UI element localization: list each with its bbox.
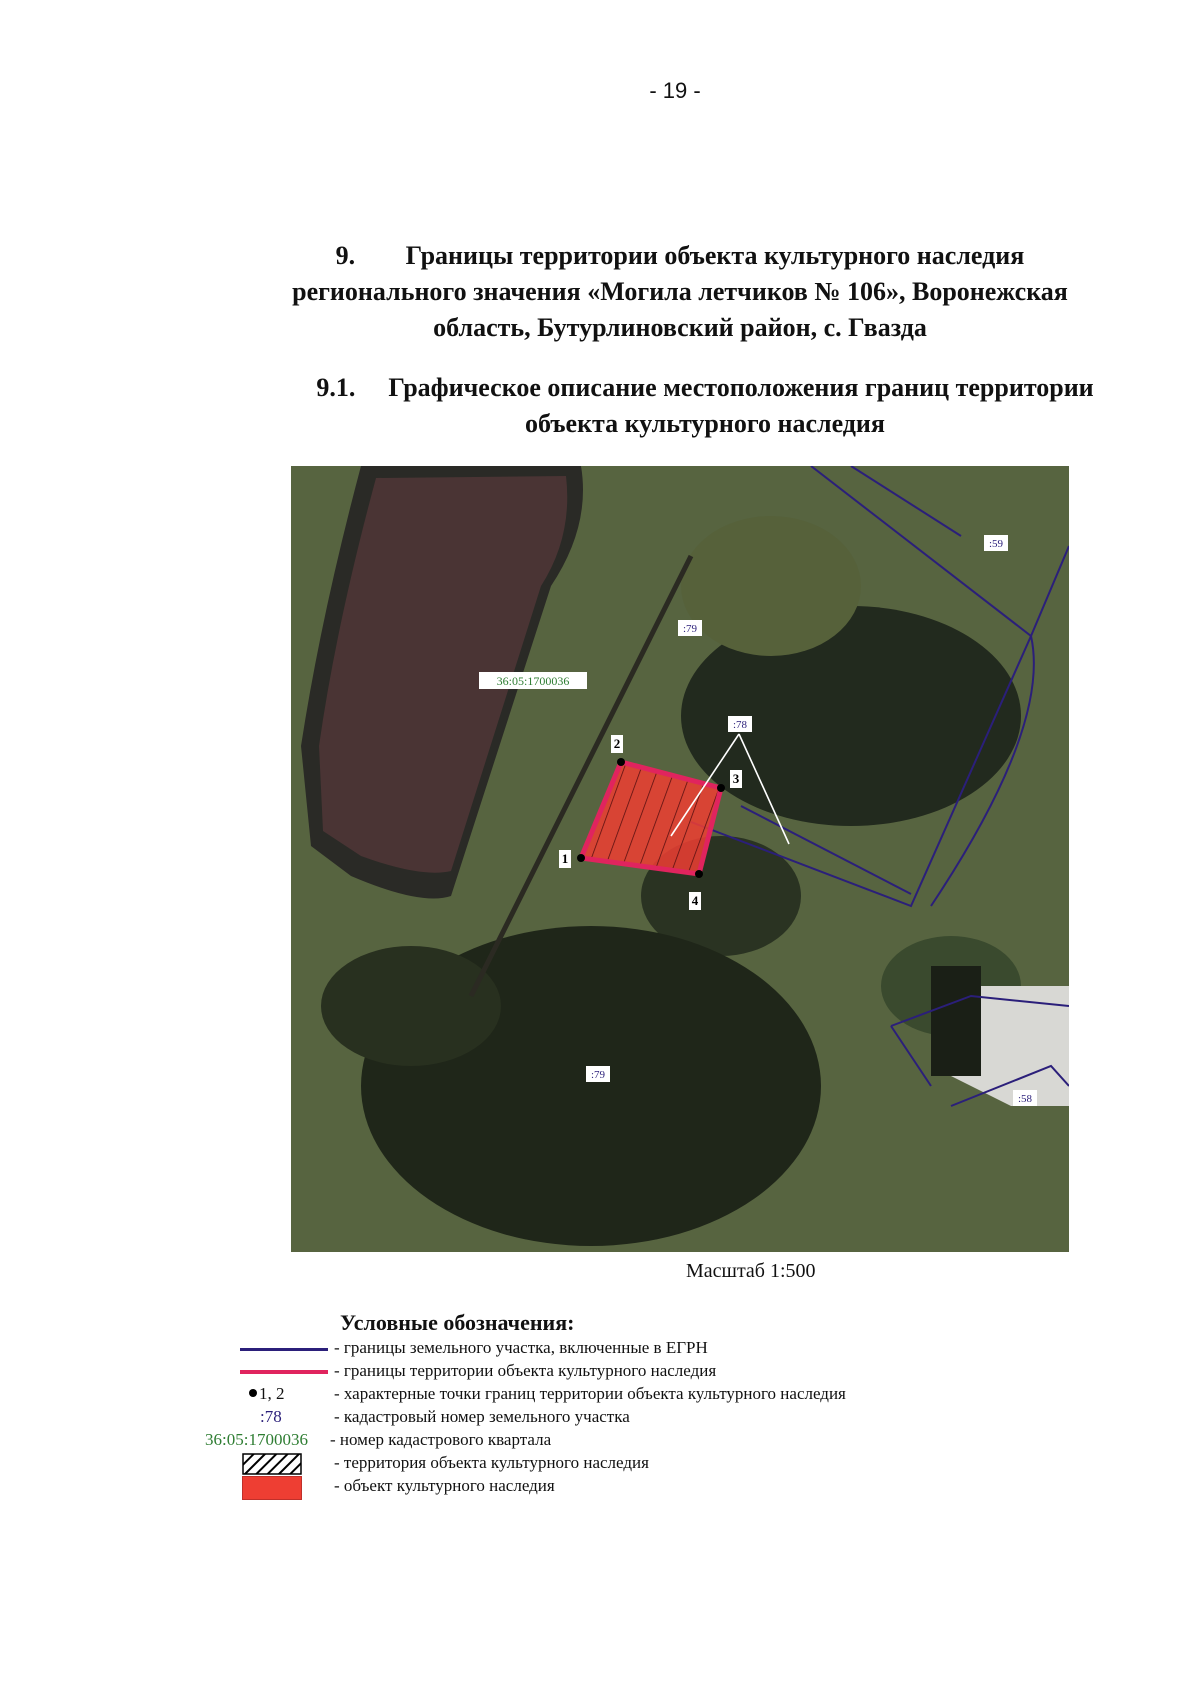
point-marker-2 bbox=[617, 758, 625, 766]
parcel-label-79-bottom: :79 bbox=[590, 1069, 606, 1081]
subsection-heading bbox=[270, 370, 1140, 442]
legend-text: - территория объекта культурного наследия bbox=[334, 1453, 649, 1472]
section-title-line1: Границы территории объекта культурного наследия bbox=[405, 241, 1025, 270]
legend-blue-line-icon bbox=[240, 1348, 328, 1351]
map-svg bbox=[291, 466, 1069, 1252]
parcel-label-79-top: :79 bbox=[682, 623, 698, 635]
subsection-title-line1: Графическое описание местоположения границ территории bbox=[388, 373, 1094, 402]
parcel-label-59: :59 bbox=[988, 538, 1004, 550]
legend-point-symbol: 1, 2 bbox=[259, 1384, 285, 1403]
point-label-3: 3 bbox=[732, 771, 740, 786]
point-label-1: 1 bbox=[561, 851, 569, 866]
legend-red-fill-icon bbox=[242, 1476, 302, 1500]
section-title-line3: область, Бутурлиновский район, с. Гвазда bbox=[433, 313, 927, 342]
building-shadow bbox=[931, 966, 981, 1076]
legend-item-points bbox=[0, 1384, 1200, 1408]
tree-cluster bbox=[681, 516, 861, 656]
map-scale: Масштаб 1:500 bbox=[686, 1260, 816, 1282]
legend-parcel-symbol: :78 bbox=[260, 1407, 282, 1426]
legend-text: - кадастровый номер земельного участка bbox=[334, 1407, 630, 1426]
legend-text: - характерные точки границ территории объекта культурного наследия bbox=[334, 1384, 846, 1403]
legend-item-heritage-boundary bbox=[0, 1361, 1200, 1385]
point-marker-4 bbox=[695, 870, 703, 878]
point-marker-1 bbox=[577, 854, 585, 862]
legend-item-object bbox=[0, 1476, 1200, 1500]
parcel-label-78: :78 bbox=[732, 719, 748, 731]
legend-point-icon bbox=[249, 1389, 257, 1397]
section-number: 9. bbox=[335, 241, 356, 270]
legend-text: - номер кадастрового квартала bbox=[330, 1430, 552, 1449]
legend-text: - границы земельного участка, включенные в ЕГРН bbox=[334, 1338, 708, 1357]
legend-pink-line-icon bbox=[240, 1370, 328, 1374]
legend-item-quarter bbox=[0, 1430, 1200, 1454]
legend-quarter-symbol: 36:05:1700036 bbox=[205, 1430, 308, 1449]
legend-text: - объект культурного наследия bbox=[334, 1476, 555, 1495]
legend-hatch-icon bbox=[242, 1453, 302, 1475]
legend-text: - границы территории объекта культурного наследия bbox=[334, 1361, 717, 1380]
point-marker-3 bbox=[717, 784, 725, 792]
subsection-number: 9.1. bbox=[316, 373, 356, 402]
quarter-label: 36:05:1700036 bbox=[496, 674, 570, 688]
point-label-2: 2 bbox=[613, 736, 621, 751]
subsection-title-line2: объекта культурного наследия bbox=[525, 409, 885, 438]
section-title-line2: регионального значения «Могила летчиков № 106», Воронежская bbox=[292, 277, 1068, 306]
parcel-label-58: :58 bbox=[1017, 1093, 1033, 1105]
legend-item-territory bbox=[0, 1453, 1200, 1477]
tree-cluster bbox=[321, 946, 501, 1066]
page-number: - 19 - bbox=[649, 78, 701, 103]
legend-item-parcel-boundary bbox=[0, 1338, 1200, 1362]
legend-title: Условные обозначения: bbox=[340, 1310, 575, 1335]
legend-item-parcel-number bbox=[0, 1407, 1200, 1431]
section-heading bbox=[240, 238, 1120, 346]
cadastral-map bbox=[291, 466, 1069, 1252]
point-label-4: 4 bbox=[691, 893, 699, 908]
